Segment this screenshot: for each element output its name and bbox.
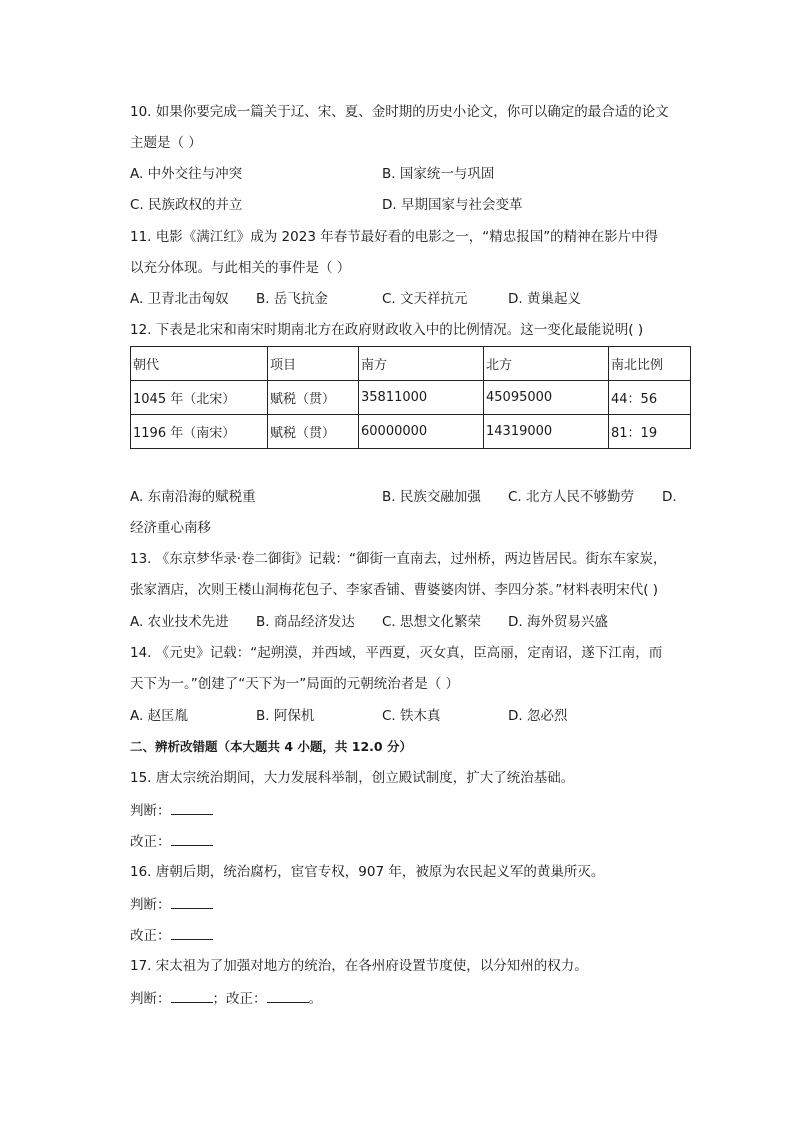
table-cell: 1196 年（南宋） (131, 415, 268, 449)
judge-label: 判断： (130, 897, 171, 913)
table-cell: 1045 年（北宋） (131, 381, 268, 415)
table-cell: 赋税（贯） (268, 415, 359, 449)
q10-option-a: A. 中外交往与冲突 (130, 166, 243, 182)
q11-stem-line1: 11. 电影《满江红》成为 2023 年春节最好看的电影之一，“精忠报国”的精神在影片中得 (130, 229, 659, 245)
q13-option-c: C. 思想文化繁荣 (382, 614, 482, 630)
q13-option-d: D. 海外贸易兴盛 (508, 614, 608, 630)
q10-option-d: D. 早期国家与社会变革 (382, 197, 523, 213)
correct-label: 改正： (130, 928, 171, 944)
q13-stem-line1: 13. 《东京梦华录·卷二御街》记载：“御街一直南去，过州桥，两边皆居民。街东车家炭， (130, 551, 667, 567)
correct-label: 改正： (130, 834, 171, 850)
table-header-cell: 朝代 (131, 347, 268, 381)
table-header-cell: 项目 (268, 347, 359, 381)
q17-stem: 17. 宋太祖为了加强对地方的统治，在各州府设置节度使，以分知州的权力。 (130, 958, 588, 974)
answer-blank[interactable] (171, 800, 213, 815)
table-cell: 81：19 (609, 415, 691, 449)
q16-judge-line (130, 894, 213, 915)
q14-option-c: C. 铁木真 (382, 708, 441, 724)
q10-stem-line2: 主题是（ ） (130, 135, 202, 151)
q14-option-a: A. 赵匡胤 (130, 708, 189, 724)
table-cell: 14319000 (484, 415, 609, 449)
table-header-row (131, 347, 691, 381)
q11-option-c: C. 文天祥抗元 (382, 291, 468, 307)
judge-label: 判断： (130, 803, 171, 819)
q11-option-a: A. 卫青北击匈奴 (130, 291, 229, 307)
q12-stem-line1: 12. 下表是北宋和南宋时期南北方在政府财政收入中的比例情况。这一变化最能说明( ) (130, 322, 644, 338)
q16-correct-line (130, 925, 213, 946)
q12-option-a: A. 东南沿海的赋税重 (130, 489, 256, 505)
q10-option-c: C. 民族政权的并立 (130, 197, 243, 213)
q12-revenue-table (130, 346, 691, 449)
table-row (131, 381, 691, 415)
q13-stem-line2: 张家酒店，次则王楼山洞梅花包子、李家香铺、曹婆婆肉饼、李四分茶。”材料表明宋代( ) (130, 582, 659, 598)
q11-stem-line2: 以充分体现。与此相关的事件是（ ） (130, 260, 351, 276)
q12-option-c: C. 北方人民不够勤劳 (508, 489, 635, 505)
answer-blank[interactable] (171, 925, 213, 940)
answer-blank[interactable] (171, 831, 213, 846)
q15-judge-line (130, 800, 213, 821)
section-heading: 二、辨析改错题（本大题共 4 小题，共 12.0 分） (130, 739, 412, 754)
q10-stem-line1: 10. 如果你要完成一篇关于辽、宋、夏、金时期的历史小论文，你可以确定的最合适的论文 (130, 104, 669, 120)
q16-stem: 16. 唐朝后期，统治腐朽，宦官专权，907 年，被原为农民起义军的黄巢所灭。 (130, 864, 605, 880)
q13-option-b: B. 商品经济发达 (256, 614, 355, 630)
table-cell: 35811000 (359, 381, 484, 415)
q12-option-b: B. 民族交融加强 (382, 489, 481, 505)
answer-blank[interactable] (171, 988, 213, 1003)
table-header-cell: 南北比例 (609, 347, 691, 381)
q14-stem-line1: 14. 《元史》记载：“起朔漠，并西域，平西夏，灭女真，臣高丽，定南诏，遂下江南，而 (130, 645, 663, 661)
table-cell: 60000000 (359, 415, 484, 449)
table-cell: 45095000 (484, 381, 609, 415)
correct-label: ；改正： (212, 991, 267, 1007)
q15-correct-line (130, 831, 213, 852)
table-header-cell: 南方 (359, 347, 484, 381)
table-cell: 44：56 (609, 381, 691, 415)
q17-answer-line (130, 988, 322, 1009)
q14-stem-line2: 天下为一。”创建了“天下为一”局面的元朝统治者是（ ） (130, 676, 460, 692)
answer-blank[interactable] (267, 988, 309, 1003)
q11-option-d: D. 黄巢起义 (508, 291, 581, 307)
q11-option-b: B. 岳飞抗金 (256, 291, 328, 307)
q15-stem: 15. 唐太宗统治期间，大力发展科举制，创立殿试制度，扩大了统治基础。 (130, 770, 575, 786)
q14-option-d: D. 忽必烈 (508, 708, 568, 724)
q10-option-b: B. 国家统一与巩固 (382, 166, 495, 182)
q12-option-d-text: 经济重心南移 (130, 520, 211, 536)
table-header-cell: 北方 (484, 347, 609, 381)
q12-option-d: D. (662, 489, 677, 505)
answer-blank[interactable] (171, 894, 213, 909)
judge-label: 判断： (130, 991, 171, 1007)
q14-option-b: B. 阿保机 (256, 708, 315, 724)
table-cell: 赋税（贯） (268, 381, 359, 415)
line-end: 。 (308, 991, 322, 1007)
q13-option-a: A. 农业技术先进 (130, 614, 229, 630)
table-row (131, 415, 691, 449)
